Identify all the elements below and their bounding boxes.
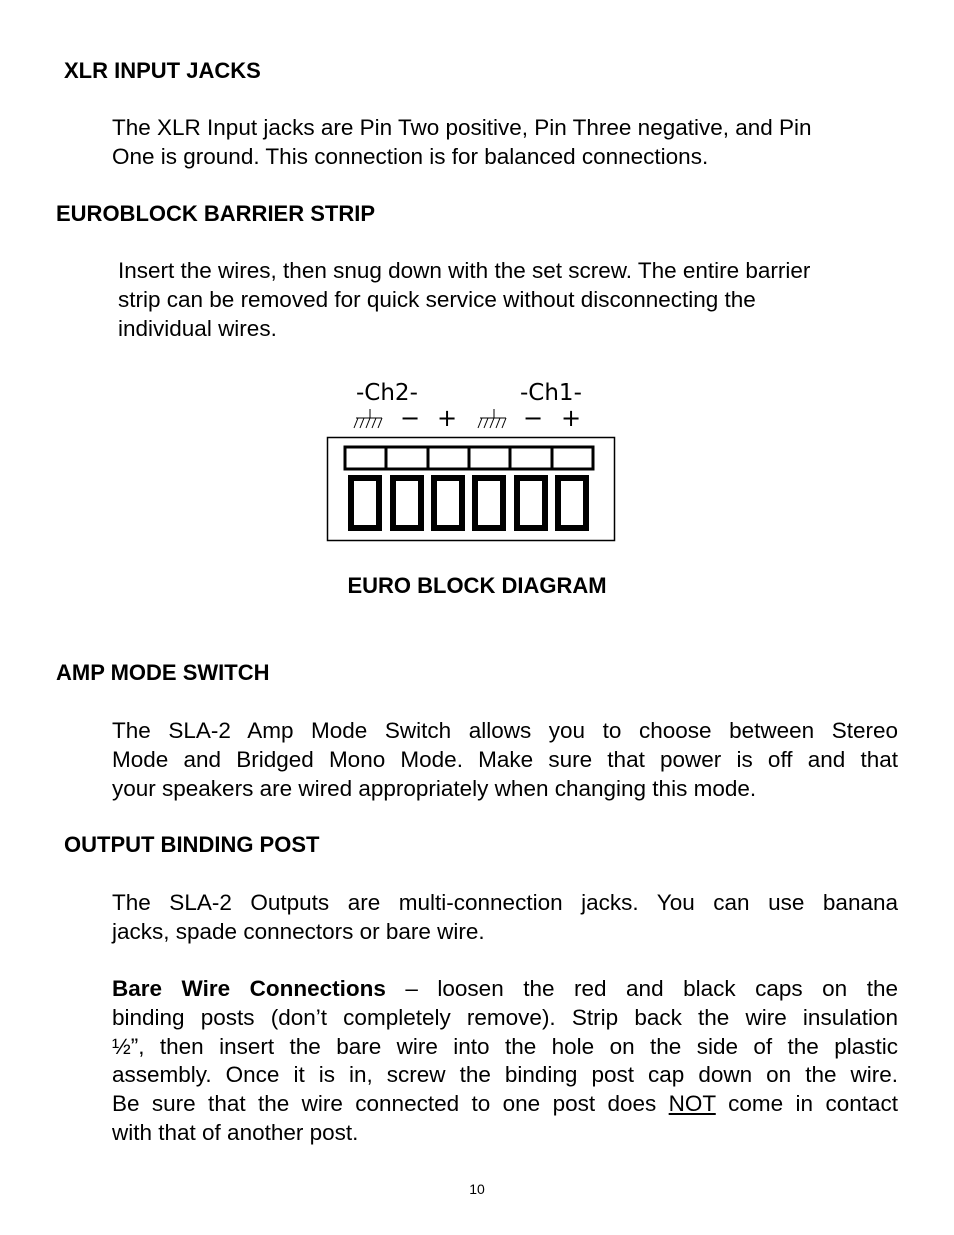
bare-wire-line-5 [112,1090,898,1119]
ch1-label: -Ch1- [520,380,582,406]
bare-wire-line-6: with that of another post. [112,1119,359,1145]
bare-wire-line-2: binding posts (don’t completely remove). Strip back the wire insulation [112,1004,898,1030]
ch1-plus-symbol: + [561,404,582,432]
bare-wire-line-4: assembly. Once it is in, screw the binding post cap down on the wire. [112,1062,898,1088]
heading-xlr-input-jacks: XLR INPUT JACKS [64,58,261,83]
ch2-plus-symbol: + [437,404,458,432]
bare-wire-line-1 [112,975,898,1004]
amp-mode-paragraph [112,717,898,803]
bare-wire-paragraph [112,975,898,1148]
diagram-caption: EURO BLOCK DIAGRAM [347,573,607,598]
amp-mode-line-3: your speakers are wired appropriately when changing this mode. [112,775,757,801]
ch1-minus-symbol: − [523,404,544,432]
bare-wire-line-5-after: come in contact [715,1091,898,1117]
output-line-2: jacks, spade connectors or bare wire. [112,918,485,944]
output-paragraph [112,889,898,947]
xlr-line-2: One is ground. This connection is for balanced connections. [112,143,709,169]
heading-amp-mode-switch: AMP MODE SWITCH [56,660,270,685]
ch2-ground-icon [354,409,382,428]
euro-block-diagram [320,372,620,547]
amp-mode-line-2: Mode and Bridged Mono Mode. Make sure that power is off and that [112,746,898,772]
bare-wire-label: Bare Wire Connections [112,976,386,1001]
ch2-minus-symbol: − [400,404,421,432]
euroblock-line-1: Insert the wires, then snug down with the set screw. The entire barrier [118,258,811,283]
heading-output-binding-post: OUTPUT BINDING POST [64,832,320,857]
euroblock-paragraph [118,257,898,343]
euroblock-line-3: individual wires. [118,315,277,341]
bare-wire-line-5-before: Be sure that the wire connected to one post does [112,1091,669,1117]
ch2-label: -Ch2- [356,380,418,406]
bare-wire-line-1-rest: – loosen the red and black caps on the [385,976,898,1001]
xlr-line-1: The XLR Input jacks are Pin Two positive, Pin Three negative, and Pin [112,115,812,140]
bare-wire-line-3: ½”, then insert the bare wire into the hole on the side of the plastic [112,1033,898,1059]
xlr-paragraph [112,114,898,172]
euroblock-line-2: strip can be removed for quick service without disconnecting the [118,286,756,312]
ch1-ground-icon [478,409,506,428]
amp-mode-line-1: The SLA-2 Amp Mode Switch allows you to choose between Stereo [112,718,898,743]
output-line-1: The SLA-2 Outputs are multi-connection jacks. You can use banana [112,890,898,915]
page-number: 10 [469,1181,485,1197]
heading-euroblock-barrier-strip: EUROBLOCK BARRIER STRIP [56,201,376,226]
not-emphasis: NOT [668,1091,716,1117]
